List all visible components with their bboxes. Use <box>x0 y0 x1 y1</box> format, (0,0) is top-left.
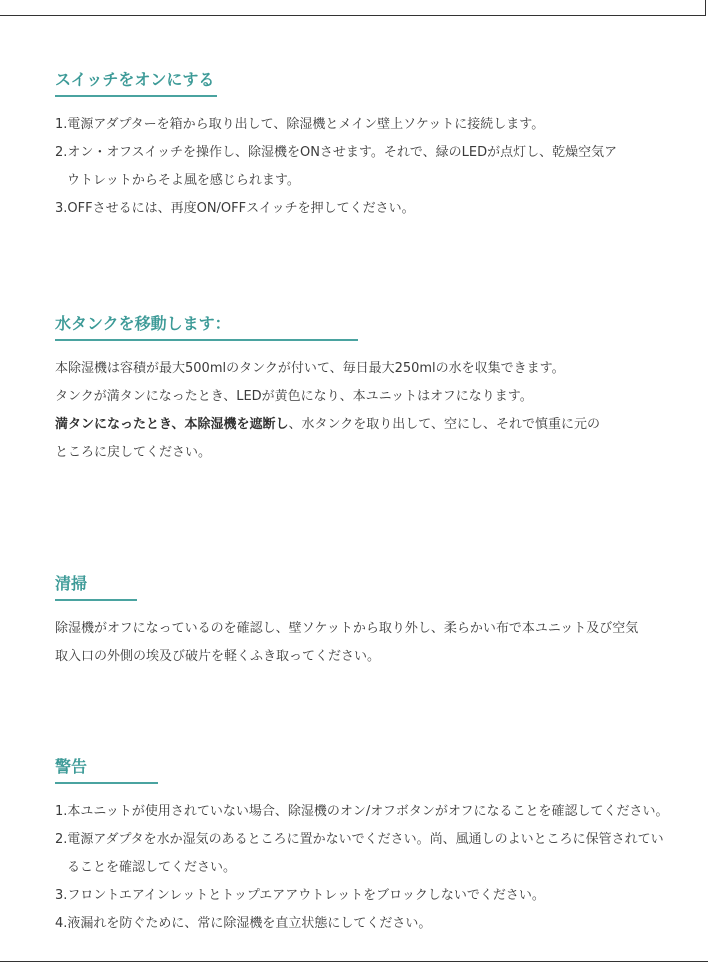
heading-underline <box>55 339 358 341</box>
section-heading: スイッチをオンにする <box>55 70 215 89</box>
section-cleaning <box>55 574 675 671</box>
paragraph-line: ところに戻してください。 <box>55 445 212 460</box>
list-item: 4.液漏れを防ぐために、常に除湿機を直立状態にしてください。 <box>55 916 432 931</box>
section-heading: 水タンクを移動します： <box>55 314 231 333</box>
list-item-continuation: ウトレットからそよ風を感じられます。 <box>67 173 300 188</box>
section-water-tank <box>55 314 675 467</box>
top-border-line <box>0 15 705 16</box>
list-item: 1.電源アダプターを箱から取り出して、除湿機とメイン壁上ソケットに接続します。 <box>55 117 545 132</box>
paragraph-line: 取入口の外側の埃及び破片を軽くふき取ってください。 <box>55 649 381 664</box>
section-heading: 清掃 <box>55 574 88 593</box>
list-item: 1.本ユニットが使用されていない場合、除湿機のオン/オフボタンがオフになることを確認してください。 <box>55 804 669 819</box>
list-item-continuation: ることを確認してください。 <box>67 860 237 875</box>
list-item: 2.電源アダプタを水か湿気のあるところに置かないでください。尚、風通しのよいところに保管されてい <box>55 832 664 847</box>
section-body <box>55 615 675 671</box>
paragraph-line <box>55 411 675 439</box>
section-switch-on <box>55 70 675 223</box>
list-item: 2.オン・オフスイッチを操作し、除湿機をONさせます。それで、緑のLEDが点灯し、乾燥空気ア <box>55 145 618 160</box>
paragraph-line: タンクが満タンになったとき、LEDが黄色になり、本ユニットはオフになります。 <box>55 389 533 404</box>
paragraph-line: 除湿機がオフになっているのを確認し、壁ソケットから取り外し、柔らかい布で本ユニット及び空気 <box>55 621 639 636</box>
list-item: 3.OFFさせるには、再度ON/OFFスイッチを押してください。 <box>55 201 415 216</box>
bold-emphasis: 満タンになったとき、本除湿機を遮断し <box>55 417 289 432</box>
right-border-line <box>705 0 706 16</box>
paragraph-line: 本除湿機は容積が最大500mlのタンクが付いて、毎日最大250mlの水を収集できます。 <box>55 361 565 376</box>
section-body <box>55 355 675 467</box>
list-item: 3.フロントエアインレットとトップエアアウトレットをブロックしないでください。 <box>55 888 545 903</box>
section-warning <box>55 757 675 938</box>
heading-underline <box>55 95 217 97</box>
section-heading: 警告 <box>55 757 88 776</box>
paragraph-text: 、水タンクを取り出して、空にし、それで慎重に元の <box>288 417 600 432</box>
section-body <box>55 111 675 223</box>
heading-underline <box>55 782 158 784</box>
heading-underline <box>55 599 137 601</box>
section-body <box>55 798 675 938</box>
